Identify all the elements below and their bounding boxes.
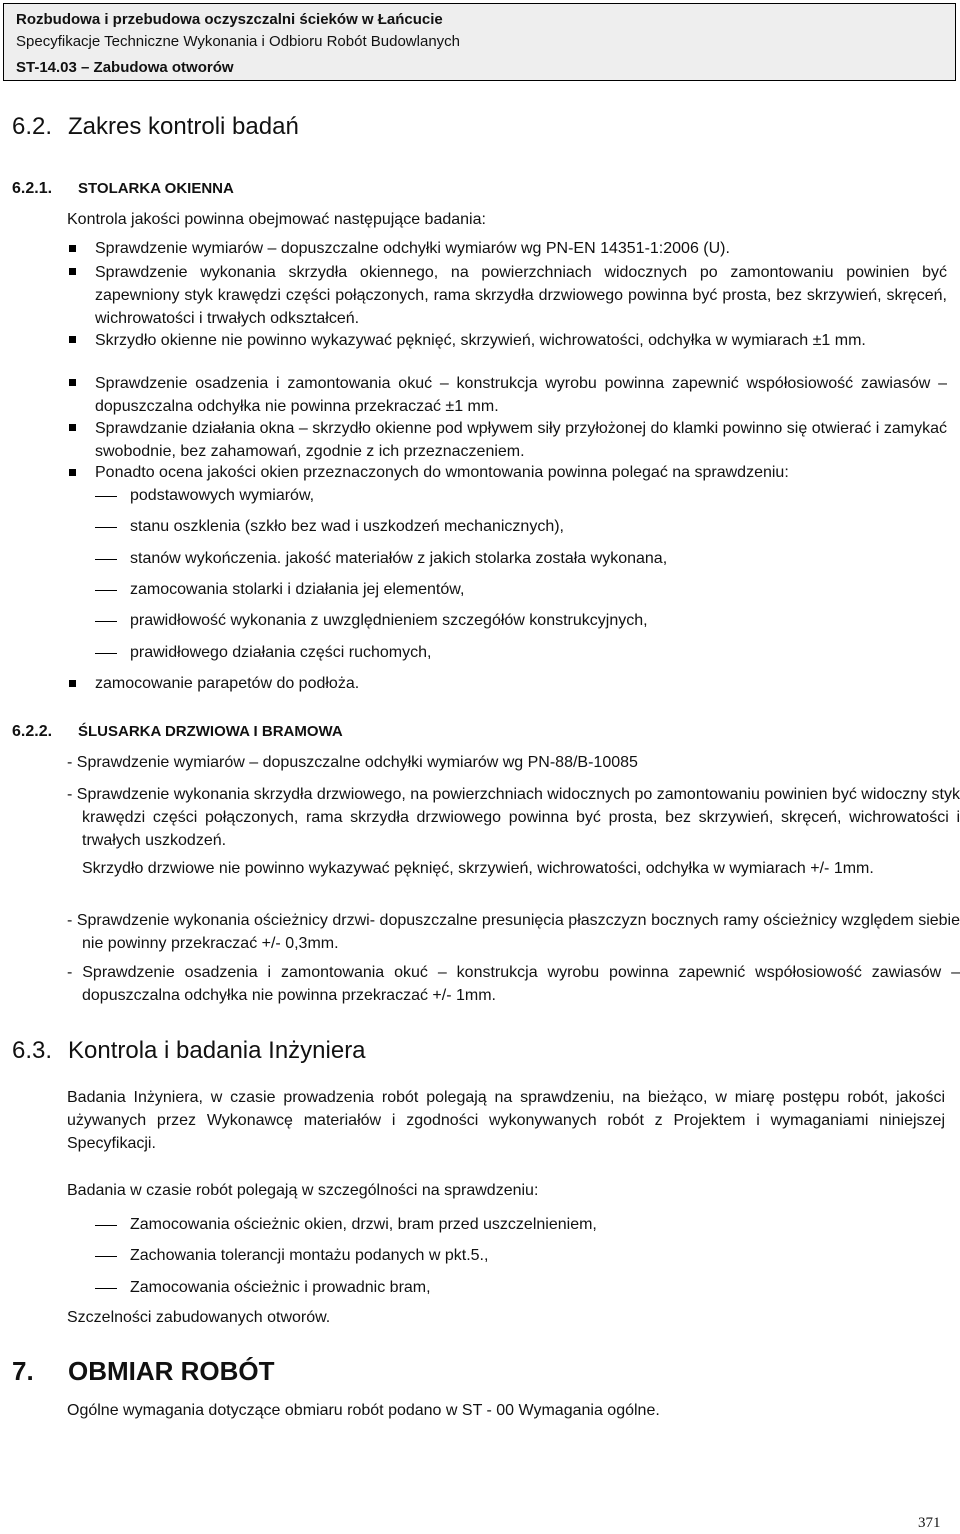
bullet-item: Ponadto ocena jakości okien przeznaczonych do wmontowania powinna polegać na sprawdzeniu: bbox=[95, 464, 789, 481]
subsection-heading-6-2-1: 6.2.1. STOLARKA OKIENNA bbox=[12, 180, 234, 197]
intro-text: Kontrola jakości powinna obejmować następujące badania: bbox=[67, 211, 486, 228]
dash-item: prawidłowego działania części ruchomych, bbox=[130, 644, 432, 661]
page-number: 371 bbox=[918, 1515, 941, 1531]
check-item: - Sprawdzenie wykonania skrzydła drzwiowego, na powierzchniach widocznych po zamontowaniu powinien być widoczny styk krawędzi części połączonych, rama skrzydła drzwiowego powinna być prosta, bez skrzywień, skręceń, wichrowatości i trwałych uszkodzeń. bbox=[67, 786, 960, 849]
check-item: - Sprawdzenie osadzenia i zamontowania okuć – konstrukcja wyrobu powinna zapewnić współosiowość zawiasów – dopuszczalna odchyłka nie powinna przekraczać +/- 1mm. bbox=[67, 964, 960, 1004]
bullet-square-icon bbox=[69, 424, 76, 431]
section-heading-7: 7. OBMIAR ROBÓT bbox=[12, 1356, 275, 1386]
dash-icon bbox=[95, 1256, 117, 1257]
bullet-square-icon bbox=[69, 245, 76, 252]
dash-icon bbox=[95, 1225, 117, 1226]
dash-item: Zachowania tolerancji montażu podanych w pkt.5., bbox=[130, 1247, 489, 1264]
bullet-item: Skrzydło okienne nie powinno wykazywać pęknięć, skrzywień, wichrowatości, odchyłka w wymiarach ±1 mm. bbox=[95, 332, 866, 349]
dash-icon bbox=[95, 1288, 117, 1289]
bullet-item: Sprawdzenie wymiarów – dopuszczalne odchyłki wymiarów wg PN-EN 14351-1:2006 (U). bbox=[95, 240, 730, 257]
dash-icon bbox=[95, 590, 117, 591]
bullet-item: zamocowanie parapetów do podłoża. bbox=[95, 675, 360, 692]
header-project-title: Rozbudowa i przebudowa oczyszczalni ścieków w Łańcucie bbox=[16, 11, 443, 28]
bullet-item: Sprawdzenie wykonania skrzydła okiennego, na powierzchniach widocznych po zamontowaniu powinien być zapewniony styk krawędzi części połączonych, rama skrzydła drzwiowego powinna być prosta, bez skrzywień, skręceń, wichrowatości i trwałych odkształceń. bbox=[95, 264, 947, 327]
inspection-intro: Badania w czasie robót polegają w szczególności na sprawdzeniu: bbox=[67, 1182, 539, 1199]
document-header bbox=[3, 3, 956, 81]
subsection-heading-6-2-2: 6.2.2. ŚLUSARKA DRZWIOWA I BRAMOWA bbox=[12, 723, 343, 740]
dash-item: stanów wykończenia. jakość materiałów z jakich stolarka została wykonana, bbox=[130, 550, 668, 567]
dash-icon bbox=[95, 496, 117, 497]
dash-item: Zamocowania ościeżnic okien, drzwi, bram przed uszczelnieniem, bbox=[130, 1216, 597, 1233]
bullet-square-icon bbox=[69, 469, 76, 476]
dash-icon bbox=[95, 527, 117, 528]
dash-item: stanu oszklenia (szkło bez wad i uszkodzeń mechanicznych), bbox=[130, 518, 564, 535]
closing-line: Szczelności zabudowanych otworów. bbox=[67, 1309, 331, 1326]
section-heading-6-2: 6.2. Zakres kontroli badań bbox=[12, 113, 299, 140]
bullet-square-icon bbox=[69, 336, 76, 343]
section-heading-6-3: 6.3. Kontrola i badania Inżyniera bbox=[12, 1037, 366, 1064]
dash-icon bbox=[95, 653, 117, 654]
measurement-text: Ogólne wymagania dotyczące obmiaru robót podano w ST - 00 Wymagania ogólne. bbox=[67, 1402, 660, 1419]
bullet-item: Sprawdzenie osadzenia i zamontowania okuć – konstrukcja wyrobu powinna zapewnić współosiowość zawiasów – dopuszczalna odchyłka nie powinna przekraczać ±1 mm. bbox=[95, 375, 947, 415]
bullet-item: Sprawdzanie działania okna – skrzydło okienne pod wpływem siły przyłożonej do klamki powinno się otwierać i zamykać swobodnie, bez zahamowań, zgodnie z ich przeznaczeniem. bbox=[95, 420, 947, 460]
dash-item: prawidłowość wykonania z uwzględnieniem szczegółów konstrukcyjnych, bbox=[130, 612, 648, 629]
bullet-square-icon bbox=[69, 268, 76, 275]
check-item: Skrzydło drzwiowe nie powinno wykazywać pęknięć, skrzywień, wichrowatości, odchyłka w wymiarach +/- 1mm. bbox=[82, 860, 874, 877]
dash-item: Zamocowania ościeżnic i prowadnic bram, bbox=[130, 1279, 431, 1296]
check-item: - Sprawdzenie wykonania ościeżnicy drzwi- dopuszczalne presunięcia płaszczyzn bocznych ramy ościeżnicy względem siebie nie powinny przekraczać +/- 0,3mm. bbox=[67, 912, 960, 952]
dash-item: podstawowych wymiarów, bbox=[130, 487, 315, 504]
bullet-square-icon bbox=[69, 379, 76, 386]
engineer-inspection-paragraph: Badania Inżyniera, w czasie prowadzenia robót polegają na sprawdzeniu, na bieżąco, w miarę postępu robót, jakości używanych przez Wykonawcę materiałów i zgodności wykonywanych robót z Projektem i wymaganiami niniejszej Specyfikacji. bbox=[67, 1089, 945, 1152]
dash-icon bbox=[95, 559, 117, 560]
check-item: - Sprawdzenie wymiarów – dopuszczalne odchyłki wymiarów wg PN-88/B-10085 bbox=[67, 754, 638, 771]
header-spec-title: Specyfikacje Techniczne Wykonania i Odbioru Robót Budowlanych bbox=[16, 33, 461, 50]
dash-icon bbox=[95, 621, 117, 622]
dash-item: zamocowania stolarki i działania jej elementów, bbox=[130, 581, 465, 598]
bullet-square-icon bbox=[69, 680, 76, 687]
header-section-code: ST-14.03 – Zabudowa otworów bbox=[16, 59, 234, 76]
